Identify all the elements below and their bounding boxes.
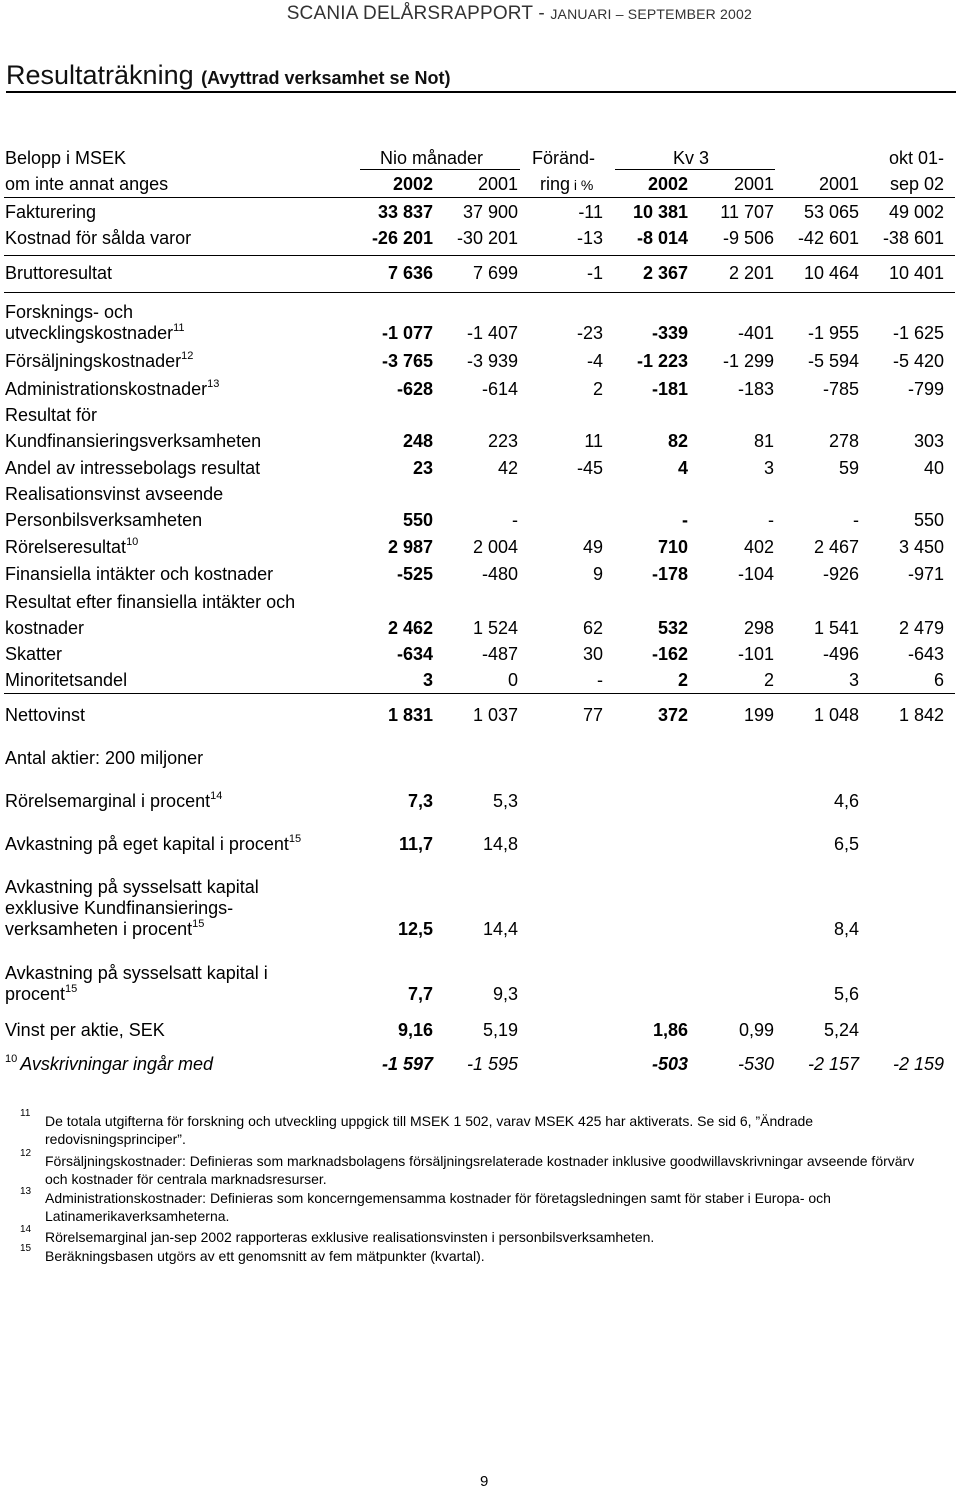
- table-cell: -643: [907, 644, 944, 664]
- table-row: [0, 747, 960, 771]
- footnote-ref: 15: [288, 833, 302, 845]
- row-label-text: Personbilsverksamheten: [5, 510, 203, 530]
- header-year-nine-2002: 2002: [392, 174, 433, 194]
- table-cell: 2 479: [898, 618, 944, 638]
- table-cell: 7,7: [407, 984, 433, 1004]
- table-row: [0, 509, 960, 533]
- row-label-text: Kundfinansieringsverksamheten: [5, 431, 262, 451]
- header-rolling-line2: sep 02: [889, 174, 944, 194]
- table-row: [0, 591, 960, 615]
- row-label-text: utvecklingskostnader: [5, 323, 174, 343]
- table-cell: -785: [822, 379, 859, 399]
- table-cell: 81: [753, 431, 774, 451]
- table-cell: -162: [651, 644, 688, 664]
- header-label-line1: Belopp i MSEK: [5, 148, 127, 168]
- table-cell: -: [682, 510, 688, 530]
- footnote-ref: 12: [181, 350, 194, 362]
- table-cell: -8 014: [636, 228, 688, 248]
- table-cell: 7 699: [472, 263, 518, 283]
- table-cell: 7,3: [407, 791, 433, 811]
- row-label: [5, 378, 219, 400]
- table-cell: -5 594: [807, 351, 859, 371]
- title-rule: [6, 91, 956, 93]
- table-cell: 0: [507, 670, 518, 690]
- footnote-number: 15: [20, 1243, 32, 1254]
- table-cell: 6,5: [833, 834, 859, 854]
- table-row: [0, 201, 960, 225]
- row-label-text: Bruttoresultat: [5, 263, 113, 283]
- table-cell: 37 900: [462, 202, 518, 222]
- row-label-text: Avkastning på eget kapital i procent: [5, 834, 289, 854]
- row-label: [5, 962, 268, 984]
- header-change-unit: i %: [570, 177, 594, 193]
- row-label-text: Vinst per aktie, SEK: [5, 1020, 165, 1040]
- footnote-number: 14: [20, 1224, 32, 1235]
- table-cell: 2 367: [642, 263, 688, 283]
- header-year-q3-2002: 2002: [647, 174, 688, 194]
- row-label: [5, 591, 295, 613]
- table-cell: 6: [933, 670, 944, 690]
- table-cell: -634: [396, 644, 433, 664]
- table-cell: 5,6: [833, 984, 859, 1004]
- table-cell: 5,3: [492, 791, 518, 811]
- row-label-text: exklusive Kundfinansierings-: [5, 898, 234, 918]
- row-label: [5, 322, 185, 344]
- row-label: [5, 643, 62, 665]
- rule-after-gross: [4, 292, 955, 293]
- table-cell: -1 595: [466, 1054, 518, 1074]
- table-cell: 2 004: [472, 537, 518, 557]
- footnote-text: Administrationskostnader: Definieras som koncerngemensamma kostnader för företagsledningen samt för staber i Europa- och Latinamerikaverksamheterna.: [45, 1190, 831, 1224]
- table-cell: 59: [838, 458, 859, 478]
- table-cell: 1 842: [898, 705, 944, 725]
- footnote-number: 12: [20, 1148, 32, 1159]
- footnote-ref: 11: [173, 322, 185, 334]
- table-cell: -101: [737, 644, 774, 664]
- table-cell: -487: [481, 644, 518, 664]
- table-row: [0, 833, 960, 857]
- table-cell: -496: [822, 644, 859, 664]
- table-cell: 1 037: [472, 705, 518, 725]
- row-label: [5, 457, 260, 479]
- table-cell: 8,4: [833, 919, 859, 939]
- table-cell: -3 939: [466, 351, 518, 371]
- row-label: [5, 430, 261, 452]
- report-header: [287, 3, 752, 25]
- table-cell: 11 707: [720, 202, 774, 222]
- row-label: [5, 301, 133, 323]
- table-cell: 33 837: [377, 202, 433, 222]
- row-label-text: Forsknings- och: [5, 302, 134, 322]
- footnote-ref: 15: [65, 983, 78, 995]
- table-cell: 4: [677, 458, 688, 478]
- table-row: [0, 262, 960, 286]
- row-label-text: Kostnad för sålda varor: [5, 228, 192, 248]
- table-row: [0, 483, 960, 507]
- table-cell: -525: [396, 564, 433, 584]
- row-label: [5, 669, 127, 691]
- table-cell: -30 201: [456, 228, 518, 248]
- title-note: (Avyttrad verksamhet se Not): [201, 68, 451, 88]
- table-cell: 1,86: [652, 1020, 688, 1040]
- header-change-word: ring: [540, 174, 571, 194]
- report-company: SCANIA DELÅRSRAPPORT -: [286, 3, 551, 24]
- table-cell: -971: [907, 564, 944, 584]
- row-label: [5, 201, 96, 223]
- table-cell: -1 955: [807, 323, 859, 343]
- table-cell: -1 077: [381, 323, 433, 343]
- row-label-text: verksamheten i procent: [5, 919, 193, 939]
- table-cell: 14,4: [482, 919, 518, 939]
- table-cell: -1: [586, 263, 603, 283]
- table-row: [0, 378, 960, 402]
- table-cell: -2 159: [892, 1054, 944, 1074]
- table-cell: 12,5: [397, 919, 433, 939]
- table-row: [0, 669, 960, 693]
- footnote-ref: 10: [5, 1053, 18, 1065]
- footnote-text: De totala utgifterna för forskning och utveckling uppgick till MSEK 1 502, varav MSEK 425 har aktiverats. Se sid 6, ”Ändrade redovisningsprinciper”.: [45, 1113, 814, 1147]
- rule-nine-months: [360, 169, 520, 170]
- table-cell: -45: [576, 458, 603, 478]
- table-cell: 30: [582, 644, 603, 664]
- footnote-number: 13: [20, 1186, 32, 1197]
- table-row: [0, 322, 960, 346]
- table-cell: -628: [396, 379, 433, 399]
- table-cell: 2 462: [387, 618, 433, 638]
- page-number: 9: [480, 1473, 489, 1490]
- header-year-q3-2001: 2001: [733, 174, 774, 194]
- table-cell: 49 002: [888, 202, 944, 222]
- table-row: [0, 983, 960, 1007]
- table-cell: 53 065: [803, 202, 859, 222]
- footnote-number: 11: [20, 1108, 31, 1119]
- table-row: [0, 617, 960, 641]
- table-cell: 3 450: [898, 537, 944, 557]
- table-cell: 10 381: [632, 202, 688, 222]
- table-cell: -5 420: [892, 351, 944, 371]
- table-cell: -480: [481, 564, 518, 584]
- table-cell: 402: [743, 537, 774, 557]
- row-label-text: Nettovinst: [5, 705, 86, 725]
- table-cell: 372: [657, 705, 688, 725]
- rule-after-cost: [4, 255, 955, 256]
- table-cell: 2: [592, 379, 603, 399]
- row-label: [5, 536, 138, 558]
- table-row: [0, 790, 960, 814]
- table-cell: -339: [651, 323, 688, 343]
- header-year-nine-2001: 2001: [477, 174, 518, 194]
- footnote-ref: 14: [210, 790, 223, 802]
- table-cell: -503: [651, 1054, 688, 1074]
- table-cell: 550: [913, 510, 944, 530]
- table-cell: -181: [651, 379, 688, 399]
- row-label-text: Administrationskostnader: [5, 379, 208, 399]
- table-cell: -26 201: [371, 228, 433, 248]
- row-label: [5, 404, 97, 426]
- table-cell: 3: [848, 670, 859, 690]
- table-cell: -4: [586, 351, 603, 371]
- table-cell: -42 601: [797, 228, 859, 248]
- row-label: [5, 897, 233, 919]
- header-label-line2: om inte annat anges: [5, 174, 169, 194]
- header-nine-months: Nio månader: [380, 148, 484, 168]
- table-cell: 2 201: [728, 263, 774, 283]
- table-cell: -: [768, 510, 774, 530]
- table-cell: -926: [822, 564, 859, 584]
- table-row: [0, 430, 960, 454]
- table-cell: 9: [592, 564, 603, 584]
- table-cell: 5,24: [823, 1020, 859, 1040]
- table-cell: -178: [651, 564, 688, 584]
- row-label-text: Rörelsemarginal i procent: [5, 791, 211, 811]
- table-cell: -: [512, 510, 518, 530]
- table-cell: 82: [667, 431, 688, 451]
- table-cell: 10 401: [888, 263, 944, 283]
- header-year-full-2001: 2001: [818, 174, 859, 194]
- row-label: [5, 983, 77, 1005]
- header-rolling-line1: okt 01-: [888, 148, 944, 168]
- table-cell: -401: [737, 323, 774, 343]
- row-label: [5, 833, 301, 855]
- table-cell: 2: [677, 670, 688, 690]
- table-cell: -11: [578, 202, 603, 222]
- table-cell: 1 524: [472, 618, 518, 638]
- table-cell: 710: [657, 537, 688, 557]
- title-main: Resultaträkning: [6, 60, 202, 90]
- table-row: [0, 227, 960, 251]
- table-row: [0, 536, 960, 560]
- row-label-text: Rörelseresultat: [5, 537, 127, 557]
- footnote-text: Beräkningsbasen utgörs av ett genomsnitt av fem mätpunkter (kvartal).: [45, 1248, 485, 1264]
- table-cell: 14,8: [482, 834, 518, 854]
- table-row: [0, 563, 960, 587]
- table-cell: -530: [737, 1054, 774, 1074]
- table-cell: 0,99: [738, 1020, 774, 1040]
- table-cell: 62: [582, 618, 603, 638]
- header-q3: Kv 3: [673, 148, 710, 168]
- table-cell: -13: [576, 228, 603, 248]
- table-cell: -1 407: [466, 323, 518, 343]
- table-cell: 1 541: [813, 618, 859, 638]
- row-label-text: Antal aktier: 200 miljoner: [5, 748, 204, 768]
- row-label-text: kostnader: [5, 618, 85, 638]
- depreciation-label: [5, 1053, 213, 1075]
- footnote-ref: 10: [126, 536, 139, 548]
- table-cell: 9,3: [492, 984, 518, 1004]
- row-label: [5, 704, 85, 726]
- table-cell: -: [597, 670, 603, 690]
- row-label: [5, 790, 222, 812]
- table-cell: 1 831: [387, 705, 433, 725]
- table-row: [0, 704, 960, 728]
- row-label: [5, 509, 202, 531]
- row-label-text: Minoritetsandel: [5, 670, 128, 690]
- table-row: [0, 350, 960, 374]
- table-cell: -: [853, 510, 859, 530]
- row-label-text: Avkastning på sysselsatt kapital: [5, 877, 259, 897]
- table-cell: 303: [913, 431, 944, 451]
- row-label-text: Fakturering: [5, 202, 97, 222]
- table-cell: -9 506: [722, 228, 774, 248]
- row-label: [5, 747, 203, 769]
- table-cell: -1 597: [381, 1054, 433, 1074]
- table-cell: -183: [737, 379, 774, 399]
- table-cell: 23: [412, 458, 433, 478]
- table-row: [0, 643, 960, 667]
- row-label: [5, 262, 112, 284]
- rule-q3: [615, 169, 775, 170]
- footnote-text: Försäljningskostnader: Definieras som marknadsbolagens försäljningsrelaterade kostnader inklusive goodwillavskrivningar avseende förvärv och kostnader för centrala marknadsresurser.: [45, 1153, 915, 1187]
- header-change-line2: [540, 173, 593, 196]
- header-change: Föränd-: [532, 148, 596, 168]
- table-cell: 3: [763, 458, 774, 478]
- table-cell: 550: [402, 510, 433, 530]
- row-label-text: Realisationsvinst avseende: [5, 484, 224, 504]
- table-cell: -104: [737, 564, 774, 584]
- table-cell: -23: [576, 323, 603, 343]
- table-cell: 248: [402, 431, 433, 451]
- table-cell: -799: [907, 379, 944, 399]
- row-label-text: procent: [5, 984, 66, 1004]
- row-label-text: Avkastning på sysselsatt kapital i: [5, 963, 268, 983]
- table-cell: 77: [582, 705, 603, 725]
- table-cell: 532: [657, 618, 688, 638]
- table-cell: 11,7: [398, 834, 433, 854]
- table-cell: 2 987: [387, 537, 433, 557]
- row-label-text: Resultat för: [5, 405, 98, 425]
- row-label: [5, 617, 84, 639]
- table-cell: 9,16: [397, 1020, 433, 1040]
- table-cell: 298: [743, 618, 774, 638]
- report-period: JANUARI – SEPTEMBER 2002: [550, 6, 752, 22]
- table-cell: 7 636: [387, 263, 433, 283]
- row-label-text: Resultat efter finansiella intäkter och: [5, 592, 296, 612]
- depreciation-row: [0, 1053, 960, 1077]
- table-cell: 49: [582, 537, 603, 557]
- rule-header: [4, 197, 955, 198]
- table-cell: 2: [763, 670, 774, 690]
- table-cell: 1 048: [813, 705, 859, 725]
- table-row: [0, 918, 960, 942]
- row-label: [5, 1019, 165, 1041]
- row-label-text: Finansiella intäkter och kostnader: [5, 564, 274, 584]
- table-cell: 4,6: [833, 791, 859, 811]
- table-cell: -2 157: [807, 1054, 859, 1074]
- depreciation-label-text: Avskrivningar ingår med: [20, 1054, 214, 1074]
- page-title: [6, 60, 451, 91]
- table-cell: 2 467: [813, 537, 859, 557]
- table-row: [0, 404, 960, 428]
- table-cell: -1 625: [892, 323, 944, 343]
- table-cell: 40: [923, 458, 944, 478]
- row-label-text: Skatter: [5, 644, 63, 664]
- row-label: [5, 483, 223, 505]
- table-cell: -38 601: [882, 228, 944, 248]
- table-cell: 223: [487, 431, 518, 451]
- table-cell: 11: [584, 431, 603, 451]
- row-label: [5, 350, 193, 372]
- table-cell: 5,19: [482, 1020, 518, 1040]
- footnote-ref: 13: [207, 378, 220, 390]
- row-label: [5, 563, 273, 585]
- table-row: [0, 1019, 960, 1043]
- table-cell: 42: [497, 458, 518, 478]
- table-row: [0, 457, 960, 481]
- footnote-text: Rörelsemarginal jan-sep 2002 rapporteras exklusive realisationsvinsten i personbilsverksamheten.: [45, 1229, 655, 1245]
- table-cell: 3: [422, 670, 433, 690]
- row-label: [5, 918, 204, 940]
- row-label-text: Försäljningskostnader: [5, 351, 182, 371]
- table-cell: -614: [481, 379, 518, 399]
- row-label-text: Andel av intressebolags resultat: [5, 458, 261, 478]
- table-cell: -1 223: [636, 351, 688, 371]
- table-cell: -3 765: [381, 351, 433, 371]
- table-cell: 199: [743, 705, 774, 725]
- table-cell: -1 299: [722, 351, 774, 371]
- footnote-ref: 15: [192, 918, 205, 930]
- row-label: [5, 876, 259, 898]
- row-label: [5, 227, 191, 249]
- rule-after-minority: [4, 693, 955, 694]
- table-cell: 10 464: [803, 263, 859, 283]
- table-cell: 278: [828, 431, 859, 451]
